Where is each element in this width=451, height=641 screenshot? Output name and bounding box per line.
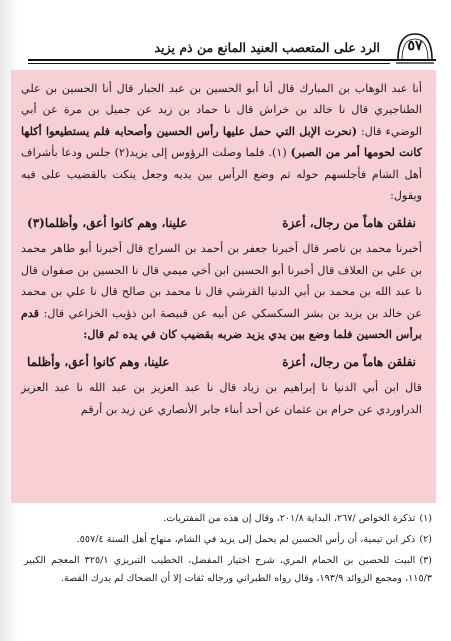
page-header xyxy=(28,30,436,70)
paragraph-1-text: أنا عبد الوهاب بن المبارك قال أنا أبو الحسين بن عبد الجبار قال أنا الحسين بن علي الطناجيري قال نا خالد بن خراش قال نا حماد بن زيد عن جميل بن مرة عن أبي الوضيء قال: xyxy=(21,82,422,138)
paragraph-3: قال ابن أبي الدنيا نا إبراهيم بن زياد قال نا عبد العزيز بن عبد الله نا عبد العزيز الدراوردي عن حرام بن عثمان عن أحد أبناء جابر الأنصاري عن زيد بن أرقم xyxy=(21,381,422,416)
paragraph-2 xyxy=(21,238,422,345)
paragraph-2-bold-quote: قدم برأس الحسين فلما وضع بين يدي يزيد ضربه بقضيب كان في يده ثم قال: xyxy=(21,305,422,342)
footnotes xyxy=(24,510,432,591)
footnote-2-text: ذكر ابن تيمية، أن رأس الحسين لم يحمل إلى يزيد في الشام، منهاج أهل السنة ٥٥٧/٤. xyxy=(76,534,416,545)
paragraph-1 xyxy=(21,78,422,206)
page-number-badge xyxy=(394,30,436,68)
footnote-3-text: البيت للحصين بن الحمام المري، شرح اختيار المفضل، الخطيب التبريزي ٣٢٥/١ المعجم الكبير ١١٥/٣، ومجمع الزوائد ١٩٣/٩، وقال رواه الطبراني ورجاله ثقات إلا أن الضحاك لم يدرك القصة. xyxy=(24,555,432,584)
footnote-2 xyxy=(24,531,432,549)
highlighted-text-block xyxy=(11,70,436,503)
verse-2 xyxy=(27,351,416,373)
verse-1-first-hemistich: نفلقن هاماً من رجال، أعزة xyxy=(282,216,416,231)
paragraph-1-after: (١). فلما وصلت الرؤوس إلى يزيد(٢) جلس ودعا بأشراف أهل الشام فأجلسهم حوله ثم وضع الرأس بين يديه وجعل ينكت بالقضيب على فيه ويقول: xyxy=(21,146,422,203)
header-rule xyxy=(28,59,436,61)
running-title: الرد على المتعصب العنيد المانع من ذم يزيد xyxy=(154,40,380,55)
verse-1 xyxy=(27,212,416,234)
footnote-3-number: (٣) xyxy=(419,555,432,566)
footnote-1 xyxy=(24,510,432,528)
footnote-1-text: تذكرة الخواص /٢٦٧، البداية ٢٠١/٨، وقال إن هذه من المفتريات. xyxy=(163,513,416,524)
page-number: ٥٧ xyxy=(407,38,423,54)
footnote-2-number: (٢) xyxy=(419,534,432,545)
header-rule-thin xyxy=(28,63,390,64)
paragraph-1-bold-quote: (نحرت الإبل التي حمل عليها رأس الحسين وأصحابه فلم يستطيعوا أكلها كانت لحومها أمر من الصبر) xyxy=(21,123,422,160)
verse-2-second-hemistich: علينا، وهم كانوا أعق، وأظلما xyxy=(27,355,170,370)
verse-2-first-hemistich: نفلقن هاماً من رجال، أعزة xyxy=(282,355,416,370)
footnote-1-number: (١) xyxy=(419,513,432,524)
verse-1-second-hemistich: علينا، وهم كانوا أعق، وأظلما(٣) xyxy=(27,216,188,231)
footnote-3 xyxy=(24,552,432,588)
paragraph-2-text: أخبرنا محمد بن ناصر قال أخبرنا جعفر بن أحمد بن السراج قال أخبرنا أبو طاهر محمد بن علي بن العلاف قال أخبرنا أبو الحسين ابن أخي ميمي قال نا الحسين بن صفوان قال نا عبد الله بن محمد بن أبي الدنيا القرشي قال نا محمد بن صالح قال نا علي بن محمد عن خالد بن يزيد بن بشر السكسكي عن أبيه عن قبيصة ابن ذؤيب الخزاعي قال: xyxy=(21,242,422,320)
